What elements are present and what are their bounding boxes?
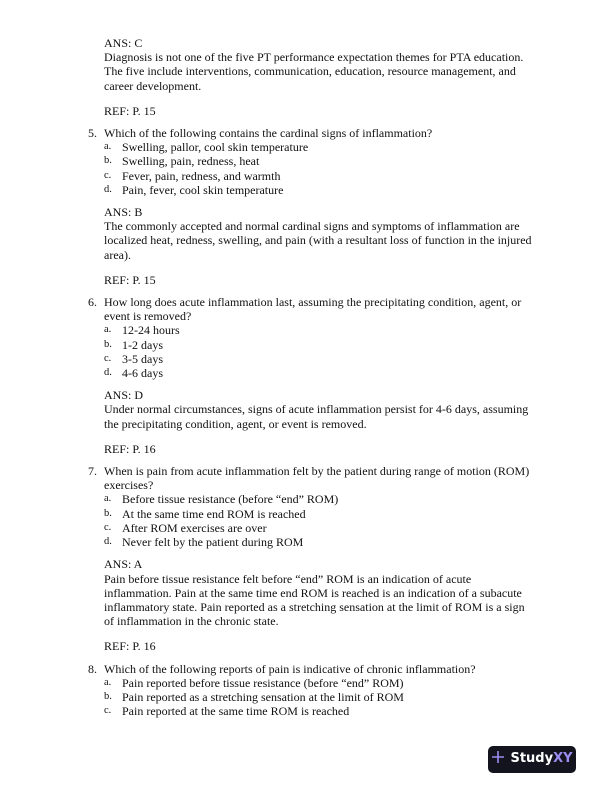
option-text: Swelling, pallor, cool skin temperature	[122, 140, 309, 155]
question-block	[88, 295, 534, 456]
answer-option	[104, 323, 534, 337]
question-list	[88, 36, 534, 719]
question-stem: How long does acute inflammation last, assuming the precipitating condition, agent, or event is removed?	[104, 295, 522, 324]
question-number: 8.	[88, 661, 97, 676]
question-number: 6.	[88, 295, 97, 310]
answer-option	[104, 535, 534, 549]
question-text	[88, 661, 534, 676]
answer-option	[104, 154, 534, 168]
question-stem: Which of the following contains the cardinal signs of inflammation?	[104, 126, 433, 141]
answer-option	[104, 366, 534, 380]
option-letter: b.	[104, 338, 112, 350]
option-text: Swelling, pain, redness, heat	[122, 154, 260, 169]
option-text: 12-24 hours	[122, 323, 180, 338]
option-letter: c.	[104, 705, 112, 717]
answer-option	[104, 521, 534, 535]
option-text: Pain reported at the same time ROM is reached	[122, 704, 350, 719]
answer-key: ANS: A	[104, 557, 143, 572]
option-letter: b.	[104, 507, 112, 519]
option-letter: c.	[104, 169, 112, 181]
question-number: 5.	[88, 126, 97, 141]
answer-explanation: Diagnosis is not one of the five PT performance expectation themes for PTA education. The five include interventions, communication, education, resource management, and career development.	[104, 50, 524, 93]
answer-explanation: The commonly accepted and normal cardinal signs and symptoms of inflammation are localized heat, redness, swelling, and pain (with a resultant loss of function in the injured area).	[104, 219, 532, 262]
option-text: Before tissue resistance (before “end” ROM)	[122, 492, 339, 507]
option-letter: d.	[104, 536, 112, 548]
option-text: At the same time end ROM is reached	[122, 506, 306, 521]
answer-option	[104, 704, 534, 718]
reference: REF: P. 16	[104, 441, 156, 456]
option-letter: d.	[104, 367, 112, 379]
reference: REF: P. 16	[104, 639, 156, 654]
option-letter: b.	[104, 690, 112, 702]
plus-icon	[491, 750, 505, 768]
option-letter: a.	[104, 676, 112, 688]
option-text: 4-6 days	[122, 366, 163, 381]
badge-label: StudyXY	[510, 751, 573, 767]
answer-key: ANS: C	[104, 36, 143, 50]
answer-option	[104, 690, 534, 704]
option-text: Pain reported as a stretching sensation at the limit of ROM	[122, 689, 404, 704]
question-text	[88, 295, 534, 324]
option-letter: d.	[104, 183, 112, 195]
option-letter: a.	[104, 493, 112, 505]
option-letter: a.	[104, 324, 112, 336]
answer-option	[104, 352, 534, 366]
option-text: Pain, fever, cool skin temperature	[122, 182, 284, 197]
option-text: After ROM exercises are over	[122, 520, 267, 535]
option-letter: c.	[104, 521, 112, 533]
answer-key: ANS: D	[104, 388, 144, 403]
option-letter: b.	[104, 155, 112, 167]
reference: REF: P. 15	[104, 272, 156, 287]
question-stem: Which of the following reports of pain is indicative of chronic inflammation?	[104, 661, 476, 676]
question-stem: When is pain from acute inflammation felt by the patient during range of motion (ROM) exercises?	[104, 464, 530, 493]
option-letter: c.	[104, 352, 112, 364]
answer-key: ANS: B	[104, 205, 143, 220]
answer-option	[104, 492, 534, 506]
answer-option	[104, 676, 534, 690]
answer-option	[104, 169, 534, 183]
option-text: Never felt by the patient during ROM	[122, 535, 304, 550]
question-block	[88, 661, 534, 719]
option-text: 3-5 days	[122, 351, 163, 366]
answer-explanation: Under normal circumstances, signs of acute inflammation persist for 4-6 days, assuming the precipitating condition, agent, or event is removed.	[104, 402, 529, 431]
question-text	[88, 464, 534, 493]
option-text: 1-2 days	[122, 337, 163, 352]
answer-option	[104, 140, 534, 154]
reference: REF: P. 15	[104, 103, 156, 118]
studyxy-badge[interactable]	[488, 746, 576, 773]
question-block	[88, 126, 534, 287]
question-block	[88, 464, 534, 654]
answer-option	[104, 183, 534, 197]
question-number: 7.	[88, 464, 97, 479]
answer-explanation: Pain before tissue resistance felt before “end” ROM is an indication of acute inflammation. Pain at the same time end ROM is reached is an indication of a subacute inflammatory state. Pain reported as a stretching sensation at the limit of ROM is a sign of inflammation in the chronic state.	[104, 571, 525, 629]
option-letter: a.	[104, 141, 112, 153]
option-text: Fever, pain, redness, and warmth	[122, 168, 281, 183]
option-text: Pain reported before tissue resistance (before “end” ROM)	[122, 675, 404, 690]
question-block	[104, 36, 534, 118]
answer-option	[104, 507, 534, 521]
question-text	[88, 126, 534, 141]
answer-option	[104, 338, 534, 352]
